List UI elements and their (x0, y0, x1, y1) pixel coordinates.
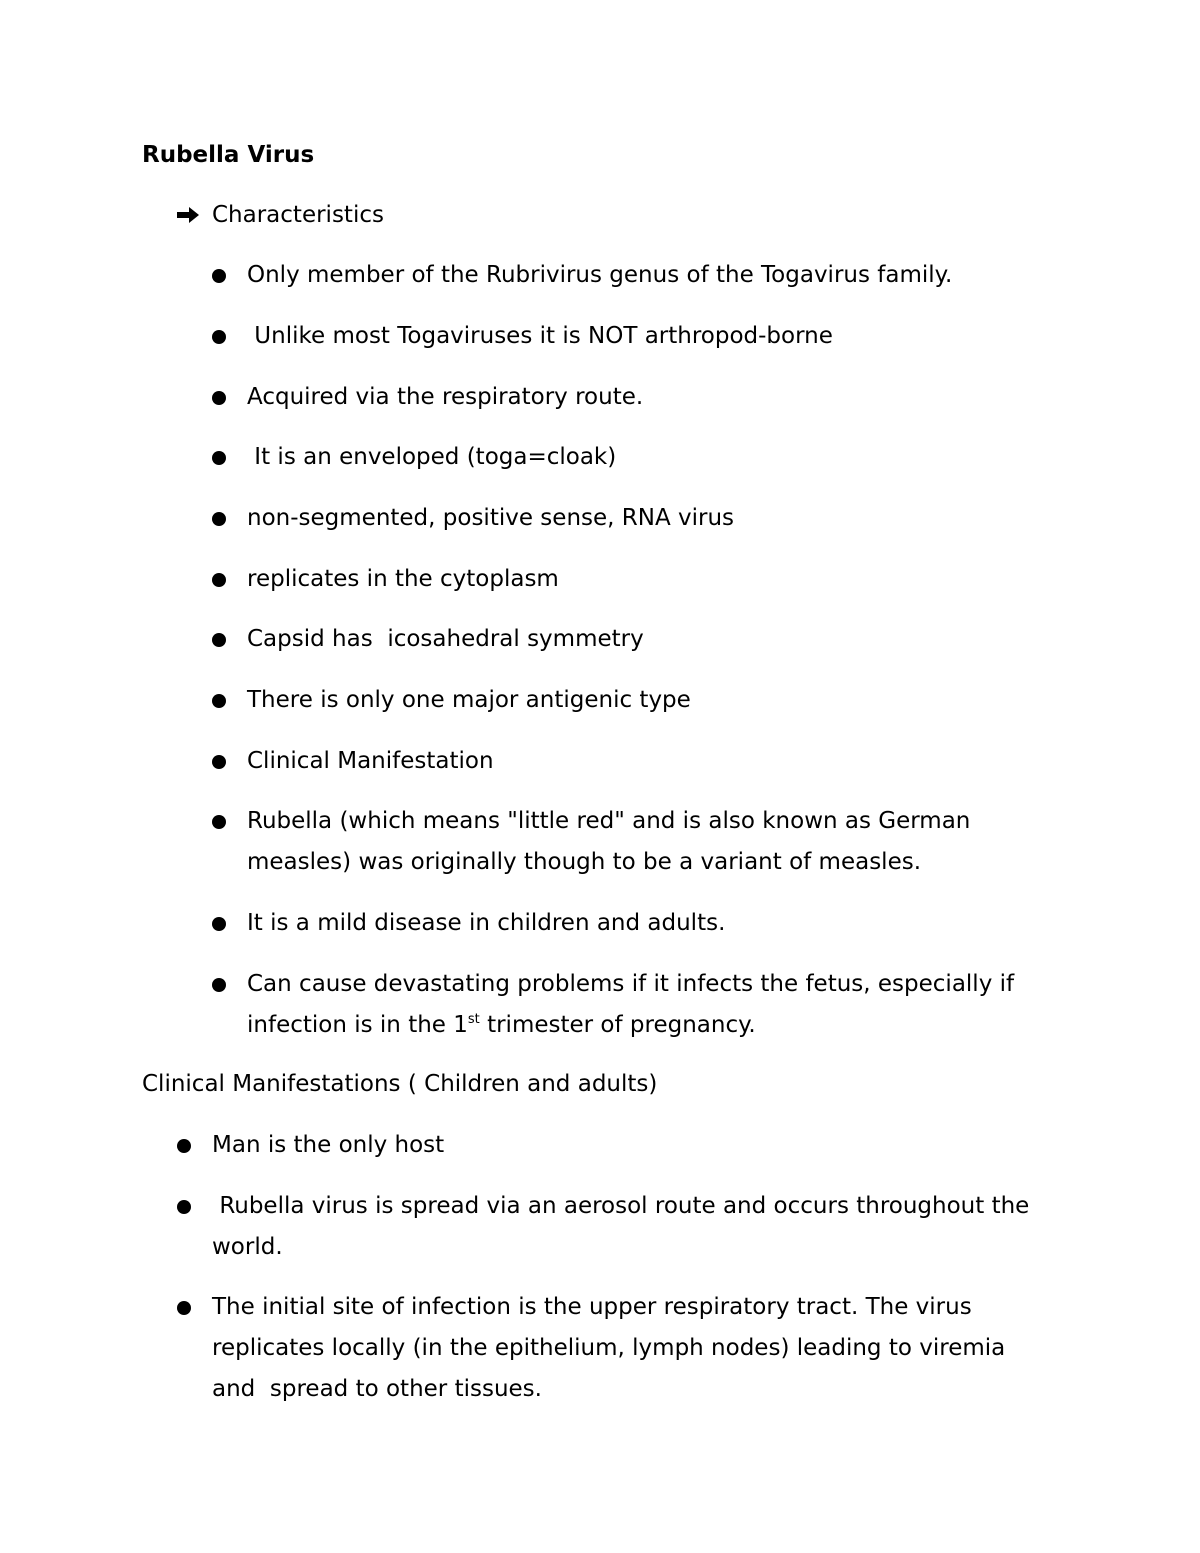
bullet-icon (212, 917, 226, 931)
bullet-icon (212, 330, 226, 344)
bullet-icon (177, 1200, 191, 1214)
list-item: Can cause devastating problems if it infects the fetus, especially if infection is in the 1st trimester of pregnancy. (247, 964, 1047, 1046)
list-item: non-segmented, positive sense, RNA virus (247, 498, 1067, 539)
document-title: Rubella Virus (142, 142, 315, 168)
list-item: Acquired via the respiratory route. (247, 377, 1067, 418)
list-item: Unlike most Togaviruses it is NOT arthropod-borne (247, 316, 1067, 357)
bullet-icon (177, 1301, 191, 1315)
right-arrow-icon (176, 200, 200, 230)
list-item: replicates in the cytoplasm (247, 559, 1067, 600)
list-item: Rubella (which means "little red" and is also known as German measles) was originally though to be a variant of measles. (247, 801, 1007, 883)
list-item: It is an enveloped (toga=cloak) (247, 437, 1067, 478)
list-item: Capsid has icosahedral symmetry (247, 619, 1067, 660)
bullet-icon (212, 391, 226, 405)
bullet-icon (212, 694, 226, 708)
clinical-heading: Clinical Manifestations ( Children and adults) (142, 1071, 658, 1097)
list-item: Only member of the Rubrivirus genus of the Togavirus family. (247, 255, 1067, 296)
list-item: Clinical Manifestation (247, 741, 1067, 782)
list-item: Rubella virus is spread via an aerosol route and occurs throughout the world. (212, 1186, 1062, 1268)
bullet-icon (212, 451, 226, 465)
bullet-icon (212, 815, 226, 829)
bullet-icon (212, 755, 226, 769)
bullet-icon (177, 1139, 191, 1153)
bullet-icon (212, 978, 226, 992)
characteristics-heading: Characteristics (212, 202, 384, 228)
bullet-icon (212, 633, 226, 647)
list-item: It is a mild disease in children and adults. (247, 903, 1067, 944)
bullet-icon (212, 269, 226, 283)
bullet-icon (212, 512, 226, 526)
list-item: Man is the only host (212, 1125, 1032, 1166)
list-item: There is only one major antigenic type (247, 680, 1067, 721)
list-item: The initial site of infection is the upper respiratory tract. The virus replicates locally (in the epithelium, lymph nodes) leading to viremia and spread to other tissues. (212, 1287, 1042, 1410)
bullet-icon (212, 573, 226, 587)
superscript: st (467, 1012, 480, 1027)
